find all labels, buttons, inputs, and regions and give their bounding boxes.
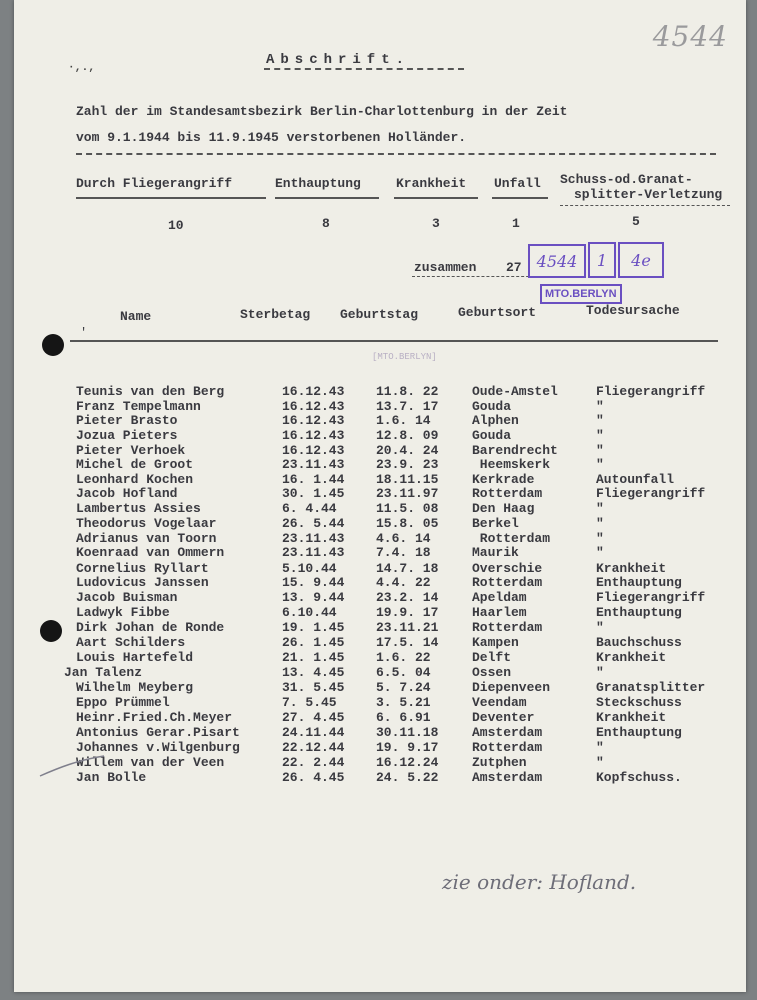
count-unfall: 1 bbox=[512, 216, 520, 231]
cell-place: Den Haag bbox=[472, 501, 535, 516]
cell-name: Leonhard Kochen bbox=[76, 472, 194, 487]
cell-cause: " bbox=[596, 545, 604, 560]
cell-death: 22.12.44 bbox=[282, 740, 345, 755]
cell-place: Rotterdam bbox=[472, 740, 543, 755]
cell-birth: 13.7. 17 bbox=[376, 399, 439, 414]
cell-cause: " bbox=[596, 399, 604, 414]
cell-name: Pieter Verhoek bbox=[76, 443, 186, 458]
cell-birth: 1.6. 14 bbox=[376, 413, 431, 428]
cell-birth: 3. 5.21 bbox=[376, 695, 431, 710]
cell-name: Lambertus Assies bbox=[76, 501, 201, 516]
cell-place: Alphen bbox=[472, 413, 519, 428]
cell-cause: " bbox=[596, 516, 604, 531]
cell-birth: 19. 9.17 bbox=[376, 740, 439, 755]
cell-place: Amsterdam bbox=[472, 725, 543, 740]
margin-tick: ' bbox=[80, 326, 88, 340]
cell-birth: 11.5. 08 bbox=[376, 501, 439, 516]
cell-death: 13. 9.44 bbox=[282, 590, 345, 605]
cell-place: Kerkrade bbox=[472, 472, 535, 487]
cell-death: 30. 1.45 bbox=[282, 486, 345, 501]
cell-cause: Krankheit bbox=[596, 650, 667, 665]
header-divider bbox=[76, 153, 716, 155]
cell-name: Antonius Gerar.Pisart bbox=[76, 725, 240, 740]
cell-death: 16.12.43 bbox=[282, 413, 345, 428]
cell-place: Apeldam bbox=[472, 590, 527, 605]
cell-birth: 16.12.24 bbox=[376, 755, 439, 770]
cell-name: Johannes v.Wilgenburg bbox=[76, 740, 240, 755]
column-header-name: Name bbox=[120, 309, 152, 324]
column-header-place: Geburtsort bbox=[458, 305, 537, 320]
cell-birth: 5. 7.24 bbox=[376, 680, 431, 695]
cell-cause: " bbox=[596, 665, 604, 680]
cell-place: Gouda bbox=[472, 399, 512, 414]
cell-cause: Fliegerangriff bbox=[596, 590, 706, 605]
count-fliegerangriff: 10 bbox=[168, 218, 184, 233]
cell-birth: 19.9. 17 bbox=[376, 605, 439, 620]
cell-birth: 14.7. 18 bbox=[376, 561, 439, 576]
cell-cause: " bbox=[596, 428, 604, 443]
cell-cause: Krankheit bbox=[596, 561, 667, 576]
cell-death: 5.10.44 bbox=[282, 561, 337, 576]
cell-cause: Enthauptung bbox=[596, 605, 682, 620]
cell-cause: " bbox=[596, 620, 604, 635]
cell-name: Jan Bolle bbox=[76, 770, 147, 785]
cell-name: Wilhelm Meyberg bbox=[76, 680, 194, 695]
cell-place: Veendam bbox=[472, 695, 527, 710]
cell-birth: 12.8. 09 bbox=[376, 428, 439, 443]
cell-death: 23.11.43 bbox=[282, 531, 345, 546]
cell-death: 7. 5.45 bbox=[282, 695, 337, 710]
cell-cause: " bbox=[596, 740, 604, 755]
column-header-birth: Geburtstag bbox=[340, 307, 419, 322]
cell-place: Ossen bbox=[472, 665, 512, 680]
cell-death: 24.11.44 bbox=[282, 725, 345, 740]
handwritten-note: zie onder: Hofland. bbox=[442, 870, 637, 894]
cell-birth: 23.2. 14 bbox=[376, 590, 439, 605]
punch-hole bbox=[40, 620, 62, 642]
stamp-box-number: 4544 bbox=[528, 244, 586, 278]
archive-number: 4544 bbox=[652, 20, 728, 53]
cell-place: Delft bbox=[472, 650, 512, 665]
cell-death: 21. 1.45 bbox=[282, 650, 345, 665]
header-line-2: vom 9.1.1944 bis 11.9.1945 verstorbenen Holländer. bbox=[76, 130, 467, 145]
category-unfall: Unfall bbox=[494, 176, 541, 191]
category-schuss-line1: Schuss-od.Granat- bbox=[560, 172, 693, 187]
cell-place: Barendrecht bbox=[472, 443, 558, 458]
cell-death: 23.11.43 bbox=[282, 457, 345, 472]
cell-cause: Bauchschuss bbox=[596, 635, 682, 650]
stamp-label: MTO.BERLYN bbox=[540, 284, 622, 304]
cell-death: 16.12.43 bbox=[282, 428, 345, 443]
cell-birth: 15.8. 05 bbox=[376, 516, 439, 531]
count-schuss: 5 bbox=[632, 214, 640, 229]
cell-death: 26. 1.45 bbox=[282, 635, 345, 650]
cell-death: 19. 1.45 bbox=[282, 620, 345, 635]
cell-birth: 30.11.18 bbox=[376, 725, 439, 740]
cell-name: Willem van der Veen bbox=[76, 755, 225, 770]
cell-name: Jacob Buisman bbox=[76, 590, 178, 605]
total-underline bbox=[412, 276, 544, 277]
cell-death: 16.12.43 bbox=[282, 443, 345, 458]
cell-cause: " bbox=[596, 755, 604, 770]
category-underline bbox=[76, 197, 266, 199]
category-underline bbox=[394, 197, 478, 199]
cell-place: Rotterdam bbox=[472, 486, 543, 501]
cell-birth: 4.6. 14 bbox=[376, 531, 431, 546]
cell-death: 27. 4.45 bbox=[282, 710, 345, 725]
total-label: zusammen bbox=[414, 260, 477, 275]
cell-place: Gouda bbox=[472, 428, 512, 443]
header-line-1: Zahl der im Standesamtsbezirk Berlin-Charlottenburg in der Zeit bbox=[76, 104, 568, 119]
cell-place: Diepenveen bbox=[472, 680, 551, 695]
cell-name: Theodorus Vogelaar bbox=[76, 516, 217, 531]
cell-place: Rotterdam bbox=[472, 620, 543, 635]
cell-cause: " bbox=[596, 501, 604, 516]
cell-cause: Steckschuss bbox=[596, 695, 682, 710]
cell-name: Jozua Pieters bbox=[76, 428, 178, 443]
document-title: Abschrift. bbox=[266, 52, 411, 68]
cell-name: Aart Schilders bbox=[76, 635, 186, 650]
column-header-death: Sterbetag bbox=[240, 307, 311, 322]
cell-name: Franz Tempelmann bbox=[76, 399, 201, 414]
cell-birth: 6.5. 04 bbox=[376, 665, 431, 680]
cell-death: 16.12.43 bbox=[282, 399, 345, 414]
cell-name: Heinr.Fried.Ch.Meyer bbox=[76, 710, 233, 725]
cell-cause: Granatsplitter bbox=[596, 680, 706, 695]
category-schuss-line2: splitter-Verletzung bbox=[574, 187, 723, 202]
cell-birth: 18.11.15 bbox=[376, 472, 439, 487]
cell-death: 13. 4.45 bbox=[282, 665, 345, 680]
cell-place: Rotterdam bbox=[472, 575, 543, 590]
cell-place: Kampen bbox=[472, 635, 519, 650]
cell-cause: Enthauptung bbox=[596, 575, 682, 590]
cell-death: 16. 1.44 bbox=[282, 472, 345, 487]
cell-place: Oude-Amstel bbox=[472, 384, 558, 399]
cell-name: Dirk Johan de Ronde bbox=[76, 620, 225, 635]
cell-place: Heemskerk bbox=[472, 457, 551, 472]
cell-birth: 24. 5.22 bbox=[376, 770, 439, 785]
cell-death: 31. 5.45 bbox=[282, 680, 345, 695]
cell-birth: 1.6. 22 bbox=[376, 650, 431, 665]
cell-birth: 17.5. 14 bbox=[376, 635, 439, 650]
cell-death: 26. 5.44 bbox=[282, 516, 345, 531]
cell-cause: " bbox=[596, 457, 604, 472]
category-krankheit: Krankheit bbox=[396, 176, 467, 191]
cell-death: 26. 4.45 bbox=[282, 770, 345, 785]
cell-name: Cornelius Ryllart bbox=[76, 561, 209, 576]
cell-death: 6. 4.44 bbox=[282, 501, 337, 516]
cell-place: Zutphen bbox=[472, 755, 527, 770]
cell-death: 23.11.43 bbox=[282, 545, 345, 560]
cell-birth: 23.9. 23 bbox=[376, 457, 439, 472]
cell-death: 6.10.44 bbox=[282, 605, 337, 620]
cell-cause: Enthauptung bbox=[596, 725, 682, 740]
cell-name: Eppo Prümmel bbox=[76, 695, 170, 710]
title-underline bbox=[264, 68, 464, 70]
cell-death: 22. 2.44 bbox=[282, 755, 345, 770]
cell-birth: 23.11.97 bbox=[376, 486, 439, 501]
table-header-divider bbox=[70, 340, 718, 342]
cell-name: Pieter Brasto bbox=[76, 413, 178, 428]
cell-birth: 6. 6.91 bbox=[376, 710, 431, 725]
cell-name: Michel de Groot bbox=[76, 457, 194, 472]
cell-name: Jacob Hofland bbox=[76, 486, 178, 501]
document-sheet bbox=[14, 0, 746, 992]
category-underline bbox=[560, 205, 730, 206]
cell-cause: Fliegerangriff bbox=[596, 486, 706, 501]
cell-place: Maurik bbox=[472, 545, 519, 560]
cell-cause: " bbox=[596, 443, 604, 458]
punch-hole bbox=[42, 334, 64, 356]
cell-cause: Kopfschuss. bbox=[596, 770, 682, 785]
cell-name: Adrianus van Toorn bbox=[76, 531, 217, 546]
cell-place: Berkel bbox=[472, 516, 519, 531]
category-fliegerangriff: Durch Fliegerangriff bbox=[76, 176, 233, 191]
cell-name: Teunis van den Berg bbox=[76, 384, 225, 399]
cell-place: Overschie bbox=[472, 561, 543, 576]
cell-cause: " bbox=[596, 531, 604, 546]
cell-birth: 4.4. 22 bbox=[376, 575, 431, 590]
category-enthauptung: Enthauptung bbox=[275, 176, 361, 191]
column-header-cause: Todesursache bbox=[586, 303, 680, 318]
cell-cause: " bbox=[596, 413, 604, 428]
cell-cause: Krankheit bbox=[596, 710, 667, 725]
cell-name: Jan Talenz bbox=[64, 665, 143, 680]
stamp-box-volume: 1 bbox=[588, 242, 616, 278]
cell-death: 15. 9.44 bbox=[282, 575, 345, 590]
cell-place: Rotterdam bbox=[472, 531, 551, 546]
faint-stamp: [MTO.BERLYN] bbox=[372, 352, 437, 362]
cell-name: Louis Hartefeld bbox=[76, 650, 194, 665]
category-underline bbox=[492, 197, 548, 199]
pencil-mark bbox=[38, 752, 108, 782]
cell-cause: Fliegerangriff bbox=[596, 384, 706, 399]
cell-birth: 23.11.21 bbox=[376, 620, 439, 635]
count-enthauptung: 8 bbox=[322, 216, 330, 231]
cell-birth: 11.8. 22 bbox=[376, 384, 439, 399]
margin-mark: ·,., bbox=[68, 62, 96, 74]
stamp-box-code: 4e bbox=[618, 242, 664, 278]
cell-birth: 7.4. 18 bbox=[376, 545, 431, 560]
cell-cause: Autounfall bbox=[596, 472, 675, 487]
total-value: 27 bbox=[506, 260, 522, 275]
cell-place: Haarlem bbox=[472, 605, 527, 620]
cell-place: Deventer bbox=[472, 710, 535, 725]
count-krankheit: 3 bbox=[432, 216, 440, 231]
cell-birth: 20.4. 24 bbox=[376, 443, 439, 458]
cell-place: Amsterdam bbox=[472, 770, 543, 785]
cell-name: Koenraad van Ommern bbox=[76, 545, 225, 560]
category-underline bbox=[275, 197, 379, 199]
cell-name: Ludovicus Janssen bbox=[76, 575, 209, 590]
cell-name: Ladwyk Fibbe bbox=[76, 605, 170, 620]
cell-death: 16.12.43 bbox=[282, 384, 345, 399]
